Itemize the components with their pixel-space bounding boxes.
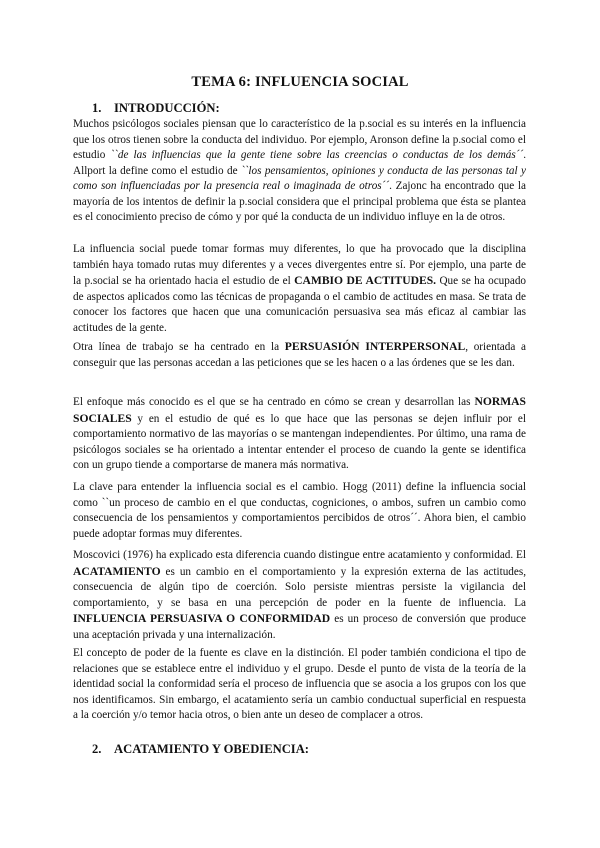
text-run: La clave para entender la influencia social es el cambio. Hogg (2011) define la influencia social como ``un proceso de cambio en el que conductas, cogniciones, o ambos, sufren un cambio como consecuencia de los pensamientos y comportamientos percibidos de otros´´. Ahora bien, el cambio puede adoptar formas muy diferentes. (73, 481, 526, 540)
section-number: 1. (92, 101, 102, 115)
bold-term: PERSUASIÓN INTERPERSONAL (284, 340, 466, 353)
section-heading-acatamiento (92, 742, 309, 757)
text-run: . Allport la define como el estudio de (73, 149, 526, 177)
paragraph-moscovici (73, 548, 526, 643)
section-heading-introduccion (92, 101, 220, 116)
text-run: El enfoque más conocido es el que se ha centrado en cómo se crean y desarrollan las (73, 396, 475, 408)
paragraph-cambio-actitudes (73, 242, 526, 336)
text-run: es un proceso de conversión que produce una aceptación privada y una internalización. (73, 613, 526, 641)
paragraph-normas-sociales (73, 394, 526, 474)
paragraph-cambio (73, 480, 526, 542)
text-run: y en el estudio de qué es lo que hace que las personas se dejen influir por el comportamiento normativo de las mayorías o se mantengan independientes. Por último, una rama de psicólogos sociales se ha orientado a intentar entender el proceso de cuando la gente se identifica con un grupo tiende a comportarse de manera más normativa. (73, 412, 526, 471)
text-run: . Zajonc ha encontrado que la mayoría de los intentos de definir la p.social considera que el principal problema que ésta se plantea es el conocimiento preciso de cómo y por qué la conducta de un individuo influye en la de otros. (73, 180, 527, 223)
bold-term: CAMBIO DE ACTITUDES. (294, 274, 437, 287)
text-run: Muchos psicólogos sociales piensan que lo característico de la p.social es su interés en la influencia que los otros tienen sobre la conducta del individuo. Por ejemplo, Aronson define la p.social como el estudio (73, 118, 526, 161)
bold-term: NORMAS SOCIALES (73, 395, 526, 425)
text-run: es un cambio en el comportamiento y la expresión externa de las actitudes, consecuencia de algún tipo de coerción. Solo persiste mientras persiste la vigilancia del comportamiento, y se basa en una percepción de poder en la fuente de influencia. La (73, 565, 526, 609)
text-run: Otra línea de trabajo se ha centrado en la (73, 341, 285, 353)
paragraph-definitions (73, 117, 526, 226)
paragraph-poder-fuente (73, 646, 526, 724)
text-run: El concepto de poder de la fuente es clave en la distinción. El poder también condiciona el tipo de relaciones que se establece entre el individuo y el grupo. Desde el punto de vista de la teoría de la identidad social la conformidad sería el proceso de influencia que se asocia a los grupos con los que nos identificamos. Sin embargo, el acatamiento sería un cambio conductual superficial en respuesta a la coerción y/o temor hacia otros, o bien ante un deseo de complacer a otros. (73, 647, 526, 721)
section-title: ACATAMIENTO Y OBEDIENCIA: (114, 742, 309, 756)
bold-term: INFLUENCIA PERSUASIVA O CONFORMIDAD (73, 612, 331, 625)
quote-allport: ``los pensamientos, opiniones y conducta de las personas tal y como son influenciadas por la presencia real o imaginada de otros´´ (73, 164, 526, 192)
bold-term: ACATAMIENTO (73, 564, 161, 578)
text-run: , orientada a conseguir que las personas accedan a las peticiones que se les hacen o a las órdenes que se les dan. (73, 341, 527, 369)
text-run: Que se ha ocupado de aspectos aplicados como las técnicas de propaganda o el cambio de actitudes en masa. Se trata de conocer los factores que hacen que una comunicación persuasiva sea más eficaz al cambiar las actitudes de la gente. (73, 275, 527, 334)
paragraph-persuasion (73, 339, 526, 371)
document-title: TEMA 6: INFLUENCIA SOCIAL (191, 74, 409, 90)
section-number: 2. (92, 742, 102, 756)
text-run: Moscovici (1976) ha explicado esta diferencia cuando distingue entre acatamiento y conformidad. El (73, 549, 526, 561)
section-title: INTRODUCCIÓN: (114, 101, 220, 115)
text-run: La influencia social puede tomar formas muy diferentes, lo que ha provocado que la disciplina también haya tomado rutas muy diferentes y a veces divergentes entre sí. Por ejemplo, una parte de la p.social se ha orientado hacia el estudio de el (73, 243, 526, 287)
quote-aronson: ``de las influencias que la gente tiene sobre las creencias o conductas de los demás´´ (110, 149, 524, 161)
